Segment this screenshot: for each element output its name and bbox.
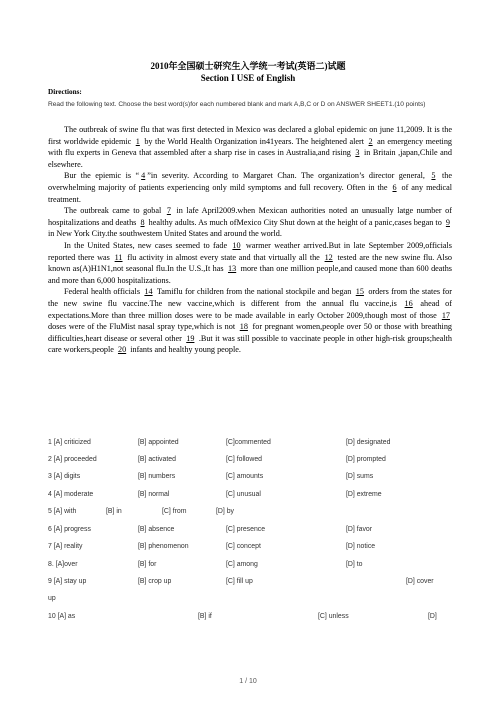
blank-number: 4 <box>141 171 146 181</box>
answer-option: 3 [A] digits <box>48 473 81 480</box>
answer-option: [B] for <box>138 561 157 568</box>
passage-text: orders from the states for the new swine flu vaccine.The new vaccine,which is different from the annual flu vaccine,is <box>48 287 453 308</box>
passage-text: for pregnant women,people over 50 or those with breathing difficulties,heart disease or several other <box>48 322 453 343</box>
directions-text: Read the following text. Choose the best word(s)for each numbered blank and mark A,B,C or D on ANSWER SHEET1.(10 points) <box>48 101 426 108</box>
blank-number: 14 <box>144 287 153 297</box>
blank-number: 20 <box>117 345 127 355</box>
passage-text: by the World Health Organization in41years. The heightened alert <box>141 136 367 146</box>
question-row <box>48 578 452 590</box>
answer-option: [D] notice <box>346 543 376 550</box>
answer-option: [C]commented <box>226 439 271 446</box>
question-row <box>48 456 452 468</box>
answer-option: [B] in <box>106 508 122 515</box>
passage-text: healthy adults. As much ofMexico City Shut down at the height of a panic,cases began to <box>146 217 444 227</box>
passage-text: of any medical treatment. <box>48 182 452 204</box>
passage-text: warmer weather arrived.But in late September 2009,officials reported there was <box>48 240 452 262</box>
blank-number: 10 <box>232 240 241 250</box>
answer-option: 2 [A] proceeded <box>48 456 97 463</box>
passage-text: tested are the new swine flu. Also known as(A)H1N1,not seasonal flu.In the U.S.,It has <box>48 252 453 274</box>
answer-option: [B] normal <box>138 491 170 498</box>
blank-number: 7 <box>166 206 171 216</box>
answer-option: 1 [A] criticized <box>48 439 91 446</box>
passage-text: the overwhelming majority of patients experiencing only mild symptoms and full recovery. Often in the <box>48 171 452 192</box>
blank-number: 2 <box>368 136 373 146</box>
passage <box>48 124 452 356</box>
blank-number: 5 <box>431 171 436 181</box>
page-number: 1 / 10 <box>239 678 257 685</box>
passage-paragraph <box>48 240 452 286</box>
passage-text: The outbreak of swine flu that was first detected in Mexico was declared a global epidemic on june 11,2009. It is the first worldwide epidemic <box>48 125 452 146</box>
passage-text: Federal health officials <box>64 287 143 297</box>
blank-number: 18 <box>239 322 248 332</box>
question-row <box>48 561 452 573</box>
blank-number: 12 <box>324 252 333 262</box>
passage-text: in lafe April2009.when Mexican authorities noted an unusually latge number of hospitalizations and deaths <box>48 206 453 227</box>
blank-number: 16 <box>404 298 413 308</box>
section-title: Section I USE of English <box>200 73 296 83</box>
passage-text: in Britain ,japan,Chile and elsewhere. <box>48 148 452 169</box>
answer-option: [B] numbers <box>138 473 176 480</box>
passage-text: Bur the epiemic is “ <box>64 171 140 181</box>
answer-option: [D] designated <box>346 439 391 446</box>
answer-option: [D] prompted <box>346 456 386 463</box>
answer-option: [B] activated <box>138 456 176 463</box>
answer-option: [C] followed <box>226 456 263 463</box>
passage-paragraph <box>48 286 452 356</box>
answer-option: [C] presence <box>226 526 266 533</box>
passage-text: an emergency meeting with flu experts in Geneva that assembled after a sharp rise in cases in Australia,and rising <box>48 136 453 158</box>
answer-option: [C] unless <box>318 613 349 620</box>
blank-number: 15 <box>355 287 364 297</box>
blank-number: 9 <box>445 217 450 227</box>
answer-option: [B] phenomenon <box>138 543 189 550</box>
question-row <box>48 439 452 451</box>
answer-option: [C] among <box>226 561 258 568</box>
answer-option: [D] favor <box>346 526 373 533</box>
blank-number: 17 <box>441 310 450 320</box>
answer-option: [C] unusual <box>226 491 261 498</box>
question-row <box>48 491 452 503</box>
passage-text: infants and healthy young people. <box>128 345 241 355</box>
question-row <box>48 526 452 538</box>
answer-option: 4 [A] moderate <box>48 491 94 498</box>
answer-option: [B] absence <box>138 526 175 533</box>
answer-option: 6 [A] progress <box>48 526 91 533</box>
question-row <box>48 595 452 607</box>
blank-number: 8 <box>140 217 145 227</box>
answer-option: [B] crop up <box>138 578 172 585</box>
answer-option: 5 [A] with <box>48 508 77 515</box>
passage-text: In the United States, new cases seemed to fade <box>64 240 231 250</box>
exam-title: 2010年全国硕士研究生入学统一考试(英语二)试题 <box>150 61 346 71</box>
passage-text: ahead of expectations.More than three million doses were to be made available in early October 2009,though most of those <box>48 298 452 320</box>
answer-option: 10 [A] as <box>48 613 76 620</box>
passage-paragraph <box>48 124 452 170</box>
answer-option: 8. [A]over <box>48 561 78 568</box>
passage-text: in New York City.the southwestem United States and around the world. <box>48 229 282 239</box>
passage-paragraph <box>48 170 452 205</box>
question-row <box>48 508 452 520</box>
blank-number: 1 <box>135 136 140 146</box>
answer-option: [D] <box>428 613 437 620</box>
passage-text: flu activity in almost every state and that virtually all the <box>124 252 323 262</box>
answer-option: [C] amounts <box>226 473 264 480</box>
directions-label: Directions: <box>48 88 82 96</box>
passage-text: .But it was still possible to vaccinate people in other high-risk groups;health care workers,people <box>48 333 452 355</box>
blank-number: 11 <box>114 252 123 262</box>
answer-option: 7 [A] reality <box>48 543 83 550</box>
answer-option: [D] sums <box>346 473 374 480</box>
answer-option: [D] cover <box>406 578 434 585</box>
answer-option: [B] appointed <box>138 439 179 446</box>
passage-text: more than one million people,and caused mone than 600 deaths and more than 6,000 hospitalizations. <box>48 264 452 285</box>
question-row <box>48 543 452 555</box>
answer-option: [D] to <box>346 561 363 568</box>
blank-number: 13 <box>228 264 237 274</box>
question-row <box>48 613 452 625</box>
answer-option: [D] extreme <box>346 491 382 498</box>
answer-option: [B] if <box>198 613 212 620</box>
passage-text: doses were of the FluMist nasal spray type,which is not <box>48 322 238 332</box>
question-row <box>48 473 452 485</box>
answer-option: [C] from <box>162 508 187 515</box>
answer-option: [C] concept <box>226 543 261 550</box>
blank-number: 6 <box>392 182 397 192</box>
answer-option: [C] fill up <box>226 578 253 585</box>
answer-option: 9 [A] stay up <box>48 578 87 585</box>
passage-text: ”in severity. According to Margaret Chan. The organization’s director general, <box>147 171 430 181</box>
blank-number: 3 <box>355 148 360 158</box>
passage-text: The outbreak came to gobal <box>64 206 165 216</box>
answer-option: up <box>48 595 56 602</box>
passage-paragraph <box>48 205 452 240</box>
answer-option: [D] by <box>216 508 234 515</box>
blank-number: 19 <box>186 333 195 343</box>
passage-text: Tamiflu for children from the national stockpile and began <box>154 287 354 297</box>
